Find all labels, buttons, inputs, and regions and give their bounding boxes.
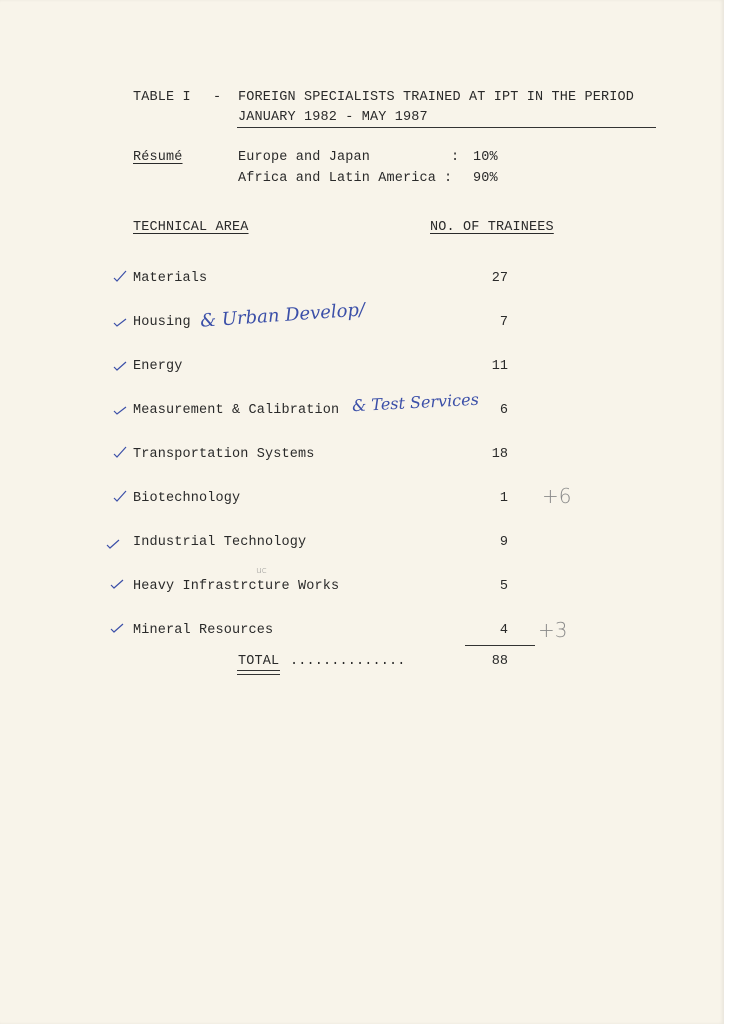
checkmark-icon <box>113 270 127 282</box>
header-dash: - <box>213 90 222 105</box>
checkmark-icon <box>106 538 120 550</box>
resume-region-1: Europe and Japan <box>238 150 371 165</box>
total-underline-1 <box>237 670 280 671</box>
resume-label: Résumé <box>133 150 183 165</box>
table-row-count: 18 <box>491 447 508 462</box>
table-row-area: Housing <box>133 315 191 330</box>
table-row-count: 1 <box>499 491 508 506</box>
checkmark-icon <box>110 578 124 590</box>
checkmark-icon <box>113 490 127 502</box>
table-row-area: Mineral Resources <box>133 623 274 638</box>
resume-sep-2: : <box>444 171 453 186</box>
table-row-count: 7 <box>499 315 508 330</box>
table-title-line1: FOREIGN SPECIALISTS TRAINED AT IPT IN THE PERIOD <box>238 90 635 105</box>
table-row-area: Biotechnology <box>133 491 241 506</box>
handwritten-note: & Urban Develop/ <box>199 299 366 332</box>
table-title-line2: JANUARY 1982 - MAY 1987 <box>238 110 428 125</box>
pencil-correction: uc <box>256 566 267 576</box>
resume-region-2: Africa and Latin America <box>238 171 437 186</box>
checkmark-icon <box>113 360 127 372</box>
checkmark-icon <box>110 622 124 634</box>
table-row-count: 9 <box>499 535 508 550</box>
title-underline <box>237 127 656 128</box>
table-row-count: 4 <box>499 623 508 638</box>
table-row-area: Materials <box>133 271 208 286</box>
total-value: 88 <box>491 654 508 669</box>
table-row-area: Energy <box>133 359 183 374</box>
table-row-area: Heavy Infrastrcture Works <box>133 579 340 594</box>
checkmark-icon <box>113 446 127 458</box>
resume-value-2: 90% <box>473 171 498 186</box>
table-row-area: Measurement & Calibration <box>133 403 340 418</box>
checkmark-icon <box>113 316 127 328</box>
column-header-area: TECHNICAL AREA <box>133 220 249 235</box>
pencil-margin-note: +6 <box>542 484 572 508</box>
sum-rule <box>465 645 535 646</box>
checkmark-icon <box>113 404 127 416</box>
total-dots: .............. <box>290 654 406 669</box>
resume-value-1: 10% <box>473 150 498 165</box>
resume-sep-1: : <box>451 150 460 165</box>
table-label: TABLE I <box>133 90 191 105</box>
total-underline-2 <box>237 674 280 675</box>
table-row-count: 6 <box>499 403 508 418</box>
column-header-trainees: NO. OF TRAINEES <box>430 220 554 235</box>
table-row-count: 5 <box>499 579 508 594</box>
table-row-area: Industrial Technology <box>133 535 307 550</box>
pencil-margin-note: +3 <box>538 618 568 642</box>
table-row-count: 11 <box>491 359 508 374</box>
scan-edge <box>724 0 744 1024</box>
table-row-area: Transportation Systems <box>133 447 315 462</box>
handwritten-note: & Test Services <box>351 389 480 416</box>
table-row-count: 27 <box>491 271 508 286</box>
total-label: TOTAL <box>238 654 280 669</box>
